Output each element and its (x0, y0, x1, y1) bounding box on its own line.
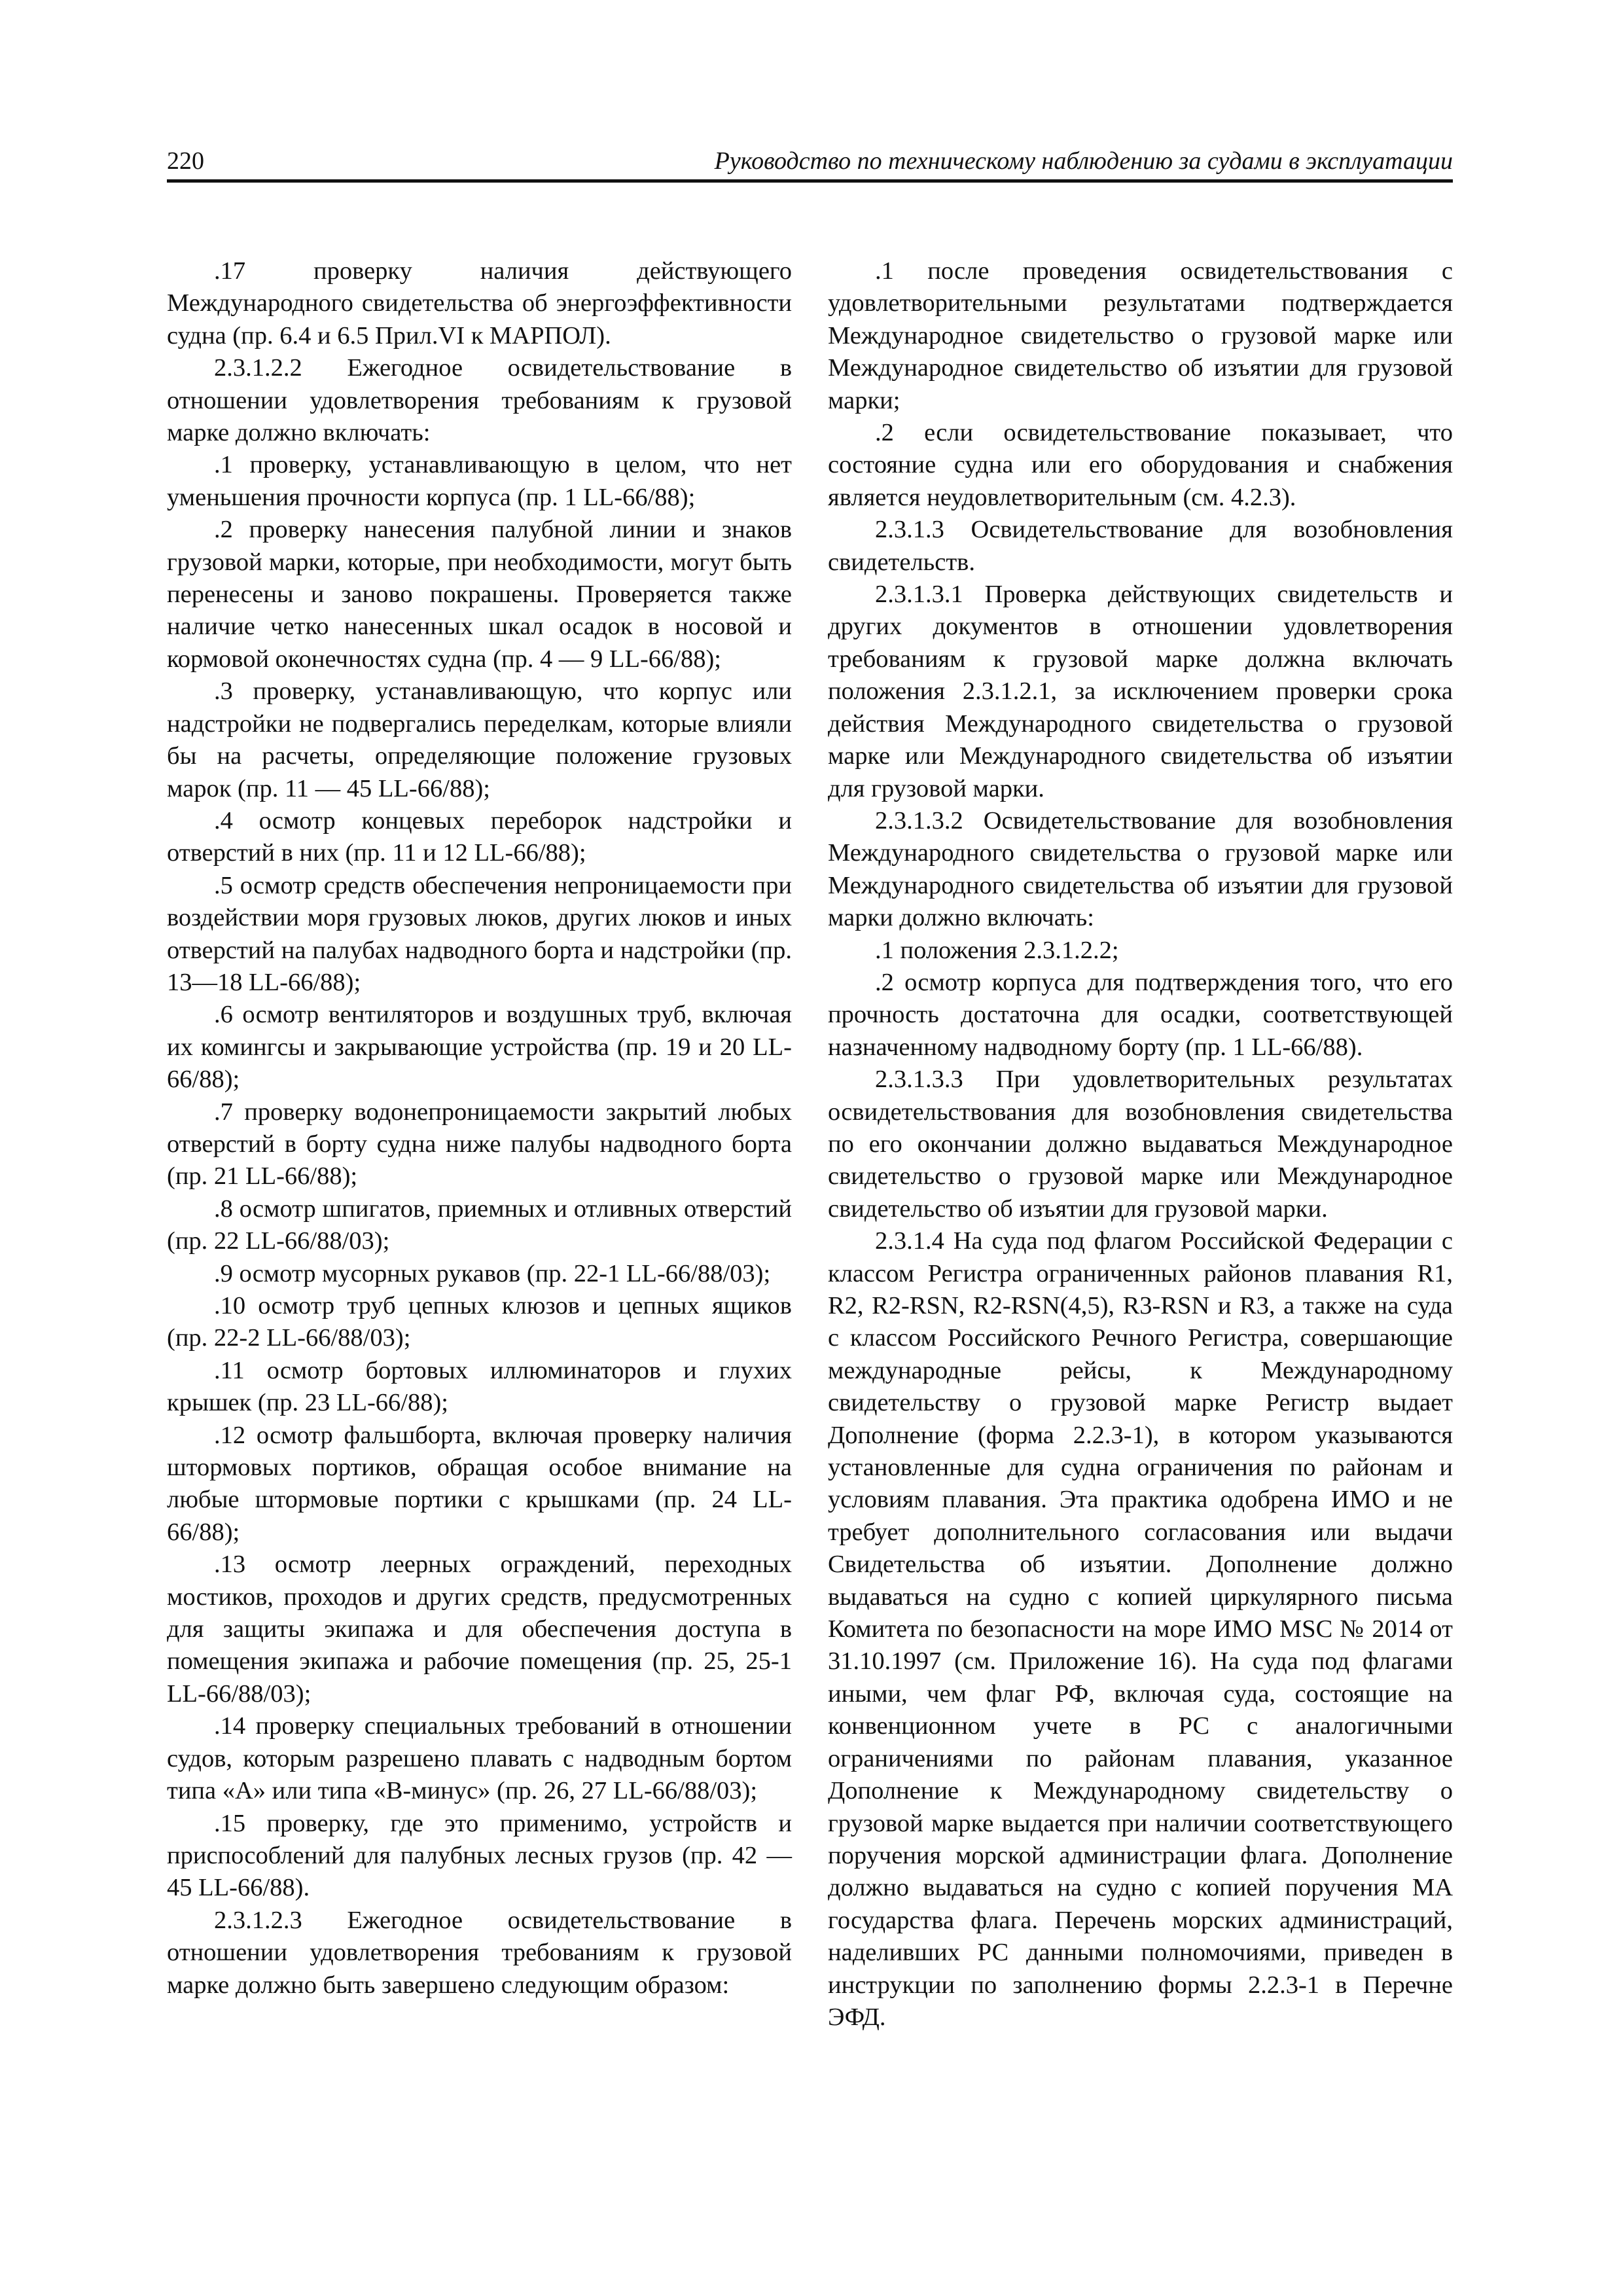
paragraph: .2 осмотр корпуса для подтверждения того, что его прочность достаточна для осадки, соответствующей назначенному надводному борту (пр. 1 LL-66/88). (828, 968, 1453, 1061)
paragraph: .15 проверку, где это применимо, устройств и приспособлений для палубных лесных грузов (пр. 42 — 45 LL-66/88). (167, 1809, 792, 1902)
left-column (167, 255, 792, 2001)
paragraph: .14 проверку специальных требований в отношении судов, которым разрешено плавать с надводным бортом типа «А» или типа «B-минус» (пр. 26, 27 LL-66/88/03); (167, 1712, 792, 1805)
right-column (828, 255, 1453, 2034)
paragraph: .3 проверку, устанавливающую, что корпус или надстройки не подвергались переделкам, которые влияли бы на расчеты, определяющие положение грузовых марок (пр. 11 — 45 LL-66/88); (167, 677, 792, 802)
paragraph: .6 осмотр вентиляторов и воздушных труб, включая их комингсы и закрывающие устройства (пр. 19 и 20 LL-66/88); (167, 1001, 792, 1094)
paragraph: .5 осмотр средств обеспечения непроницаемости при воздействии моря грузовых люков, других люков и иных отверстий на палубах надводного борта и надстройки (пр. 13—18 LL-66/88); (167, 871, 792, 996)
paragraph: 2.3.1.4 На суда под флагом Российской Федерации с классом Регистра ограниченных районов плавания R1, R2, R2-RSN, R2-RSN(4,5), R3-RSN и R3, а также на суда с классом Российского Речного Регистра, совершающие международные рейсы, к Международному свидетельству о грузовой марке Регистр выдает Дополнение (форма 2.2.3-1), в котором указываются установленные для судна ограничения по районам и условиям плавания. Эта практика одобрена ИМО и не требует дополнительного согласования или выдачи Свидетельства об изъятии. Дополнение должно выдаваться на судно с копией циркулярного письма Комитета по безопасности на море ИМО MSC № 2014 от 31.10.1997 (см. Приложение 16). На суда под флагами иными, чем флаг РФ, включая суда, состоящие на конвенционном учете в РС с аналогичными ограничениями по районам плавания, указанное Дополнение к Международному свидетельству о грузовой марке выдается при наличии соответствующего поручения морской администрации флага. Дополнение должно выдаваться на судно с копией поручения МА государства флага. Перечень морских администраций, наделивших РС данными полномочиями, приведен в инструкции по заполнению формы 2.2.3-1 в Перечне ЭФД. (828, 1227, 1453, 2031)
paragraph: .1 проверку, устанавливающую в целом, что нет уменьшения прочности корпуса (пр. 1 LL-66/88); (167, 451, 792, 511)
paragraph: .13 осмотр леерных ограждений, переходных мостиков, проходов и других средств, предусмотренных для защиты экипажа и для обеспечения доступа в помещения экипажа и рабочие помещения (пр. 25, 25-1 LL-66/88/03); (167, 1551, 792, 1708)
paragraph: .17 проверку наличия действующего Международного свидетельства об энергоэффективности судна (пр. 6.4 и 6.5 Прил.VI к МАРПОЛ). (167, 257, 792, 350)
paragraph: 2.3.1.2.3 Ежегодное освидетельствование в отношении удовлетворения требованиям к грузовой марке должно быть завершено следующим образом: (167, 1906, 792, 1999)
paragraph: 2.3.1.3.1 Проверка действующих свидетельств и других документов в отношении удовлетворения требованиям к грузовой марке должна включать положения 2.3.1.2.1, за исключением проверки срока действия Международного свидетельства о грузовой марке или Международного свидетельства об изъятии для грузовой марки. (828, 581, 1453, 802)
page-number: 220 (167, 147, 204, 175)
page-header (167, 145, 1453, 183)
paragraph: .2 проверку нанесения палубной линии и знаков грузовой марки, которые, при необходимости, могут быть перенесены и заново покрашены. Проверяется также наличие четко нанесенных шкал осадок в носовой и кормовой оконечностях судна (пр. 4 — 9 LL-66/88); (167, 516, 792, 673)
running-title: Руководство по техническому наблюдению за судами в эксплуатации (714, 147, 1453, 175)
paragraph: .9 осмотр мусорных рукавов (пр. 22-1 LL-66/88/03); (214, 1259, 771, 1287)
paragraph: .10 осмотр труб цепных клюзов и цепных ящиков (пр. 22-2 LL-66/88/03); (167, 1292, 792, 1352)
paragraph: .7 проверку водонепроницаемости закрытий любых отверстий в борту судна ниже палубы надводного борта (пр. 21 LL-66/88); (167, 1098, 792, 1191)
paragraph: 2.3.1.3 Освидетельствование для возобновления свидетельств. (828, 516, 1453, 576)
paragraph: 2.3.1.2.2 Ежегодное освидетельствование в отношении удовлетворения требованиям к грузовой марке должно включать: (167, 354, 792, 447)
paragraph: 2.3.1.3.3 При удовлетворительных результатах освидетельствования для возобновления свидетельства по его окончании должно выдаваться Международное свидетельство о грузовой марке или Международное свидетельство об изъятии для грузовой марки. (828, 1066, 1453, 1223)
paragraph: .12 осмотр фальшборта, включая проверку наличия штормовых портиков, обращая особое внимание на любые штормовые портики с крышками (пр. 24 LL-66/88); (167, 1421, 792, 1546)
paragraph: .2 если освидетельствование показывает, что состояние судна или его оборудования и снабжения является неудовлетворительным (см. 4.2.3). (828, 419, 1453, 511)
paragraph: .11 осмотр бортовых иллюминаторов и глухих крышек (пр. 23 LL-66/88); (167, 1356, 792, 1417)
paragraph: 2.3.1.3.2 Освидетельствование для возобновления Международного свидетельства о грузовой марке или Международного свидетельства об изъятии для грузовой марки должно включать: (828, 806, 1453, 932)
paragraph: .1 положения 2.3.1.2.2; (875, 936, 1119, 964)
paragraph: .4 осмотр концевых переборок надстройки и отверстий в них (пр. 11 и 12 LL-66/88); (167, 806, 792, 867)
paragraph: .1 после проведения освидетельствования с удовлетворительными результатами подтверждается Международное свидетельство о грузовой марке или Международное свидетельство об изъятии для грузовой марки; (828, 257, 1453, 414)
paragraph: .8 осмотр шпигатов, приемных и отливных отверстий (пр. 22 LL-66/88/03); (167, 1194, 792, 1255)
